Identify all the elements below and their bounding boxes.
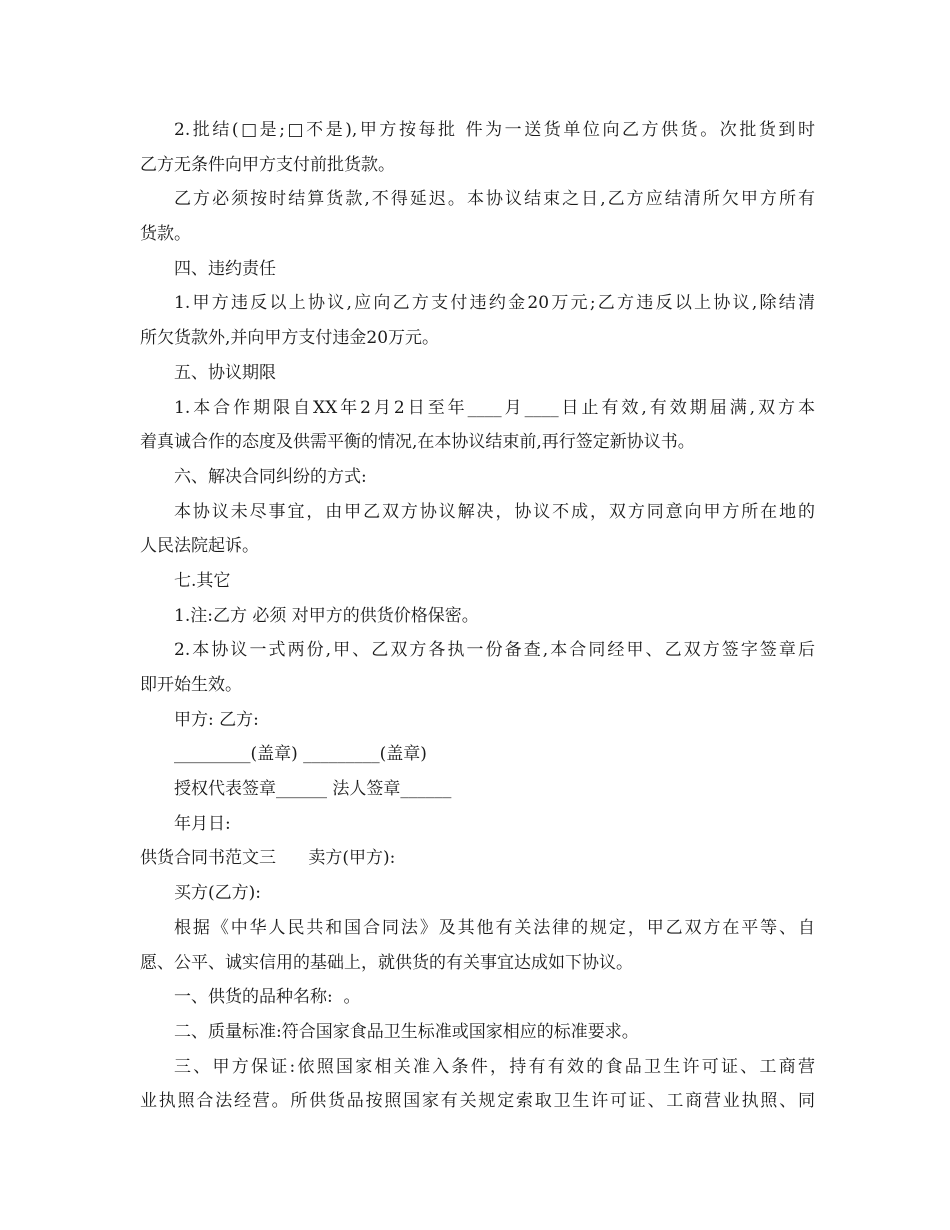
document-line: 授权代表签章______ 法人签章______ [174,779,452,800]
document-line: 七.其它 [174,570,231,591]
document-line: _________(盖章) _________(盖章) [174,744,427,765]
document-line: 乙方无条件向甲方支付前批货款。 [140,154,395,175]
document-line: 着真诚合作的态度及供需平衡的情况,在本协议结束前,再行签定新协议书。 [140,432,695,453]
document-line: 即开始生效。 [140,675,242,695]
document-body [140,113,815,1119]
document-line: 四、违约责任 [174,258,276,279]
document-line: 甲方: 乙方: [174,709,259,730]
document-line: 1.本合作期限自XX年2月2日至年____月____日止有效,有效期届满,双方本 [174,397,815,418]
document-line: 所欠货款外,并向甲方支付违金20万元。 [140,328,440,349]
document-line: 根据《中华人民共和国合同法》及其他有关法律的规定，甲乙双方在平等、自 [174,917,815,938]
document-line: 2.本协议一式两份,甲、乙双方各执一份备查,本合同经甲、乙双方签字签章后 [174,640,815,661]
document-line: 愿、公平、诚实信用的基础上，就供货的有关事宜达成如下协议。 [140,952,633,973]
document-line: 货款。 [140,224,191,245]
document-line: 乙方必须按时结算货款,不得延迟。本协议结束之日,乙方应结清所欠甲方所有 [174,189,815,210]
document-line: 2.批结(□是;□不是),甲方按每批 件为一送货单位向乙方供货。次批货到时 [174,120,815,140]
document-line: 买方(乙方): [174,883,261,904]
document-line: 业执照合法经营。所供货品按照国家有关规定索取卫生许可证、工商营业执照、同 [140,1091,815,1112]
document-line: 年月日: [174,813,231,834]
document-line: 1.注:乙方 必须 对甲方的供货价格保密。 [174,605,479,626]
document-line: 本协议未尽事宜，由甲乙双方协议解决，协议不成，双方同意向甲方所在地的 [174,501,815,522]
document-line: 供货合同书范文三 卖方(甲方): [140,848,396,869]
document-line: 六、解决合同纠纷的方式: [174,466,367,487]
document-line: 三、甲方保证:依照国家相关准入条件，持有有效的食品卫生许可证、工商营 [174,1056,815,1077]
document-line: 1.甲方违反以上协议,应向乙方支付违约金20万元;乙方违反以上协议,除结清 [174,293,815,314]
document-line: 人民法院起诉。 [140,536,259,557]
document-line: 一、供货的品种名称: 。 [174,987,361,1008]
document-line: 五、协议期限 [174,362,276,383]
document-line: 二、质量标准:符合国家食品卫生标准或国家相应的标准要求。 [174,1021,639,1042]
